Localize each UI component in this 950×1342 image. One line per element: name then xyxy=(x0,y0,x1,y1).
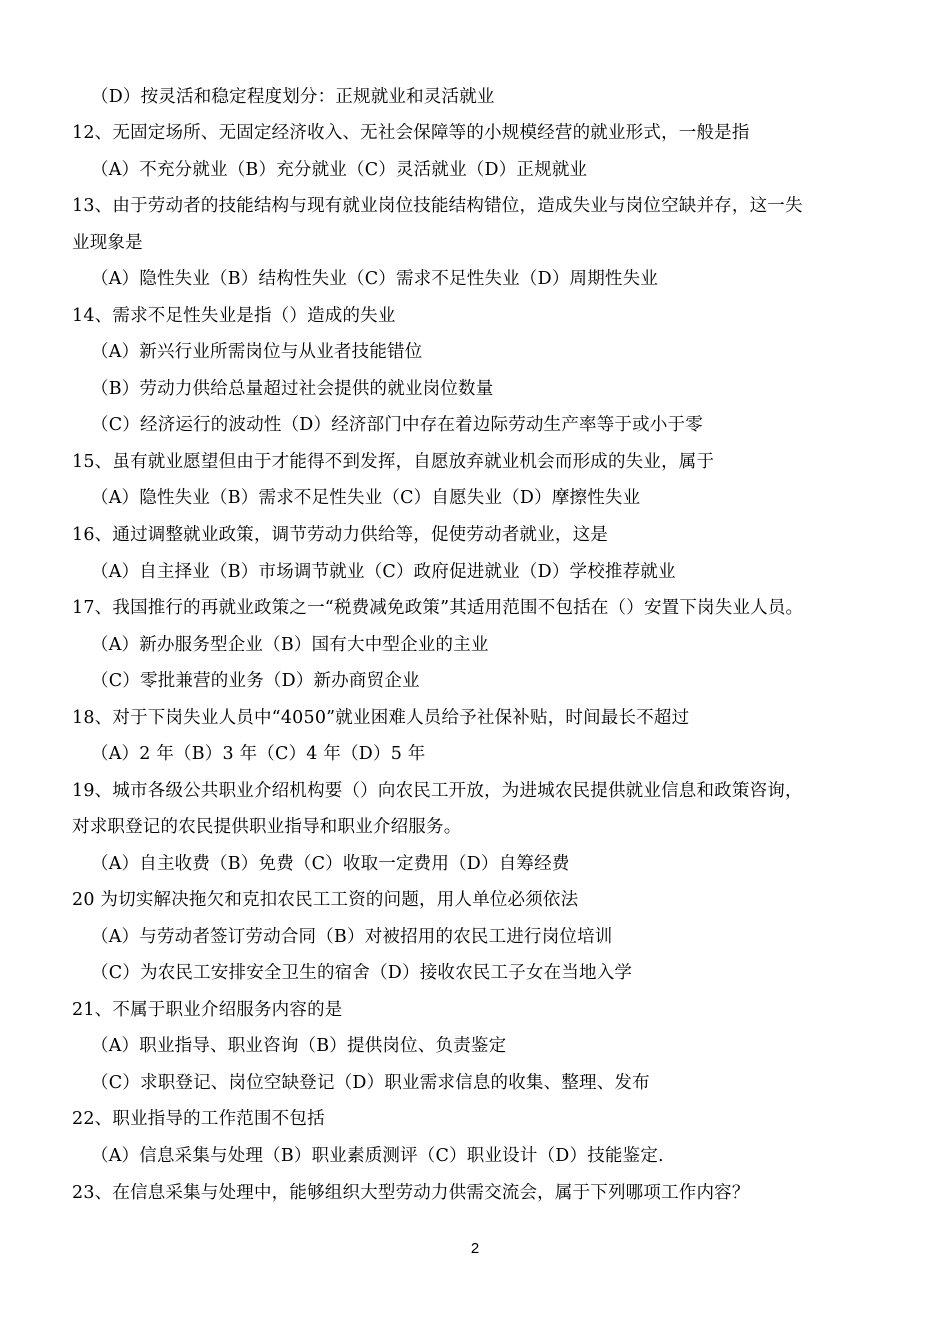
option-line: （A）自主收费（B）免费（C）收取一定费用（D）自筹经费 xyxy=(91,854,570,874)
question-line: 15、虽有就业愿望但由于才能得不到发挥，自愿放弃就业机会而形成的失业，属于 xyxy=(72,452,715,472)
question-line: 业现象是 xyxy=(72,233,143,253)
question-line: 13、由于劳动者的技能结构与现有就业岗位技能结构错位，造成失业与岗位空缺并存，这一失 xyxy=(72,196,803,216)
option-line: （A）新办服务型企业（B）国有大中型企业的主业 xyxy=(91,635,489,655)
question-line: 23、在信息采集与处理中，能够组织大型劳动力供需交流会，属于下列哪项工作内容？ xyxy=(72,1183,750,1203)
question-line: 17、我国推行的再就业政策之一“税费减免政策”其适用范围不包括在（）安置下岗失业人员。 xyxy=(72,598,804,618)
option-line: （A）隐性失业（B）结构性失业（C）需求不足性失业（D）周期性失业 xyxy=(91,269,659,289)
option-line: （A）职业指导、职业咨询（B）提供岗位、负责鉴定 xyxy=(91,1036,507,1056)
question-line: 20 为切实解决拖欠和克扣农民工工资的问题，用人单位必须依法 xyxy=(72,890,579,910)
question-line: 12、无固定场所、无固定经济收入、无社会保障等的小规模经营的就业形式，一般是指 xyxy=(72,123,750,143)
option-line: （A）2 年（B）3 年（C）4 年（D）5 年 xyxy=(91,744,426,764)
question-line: 19、城市各级公共职业介绍机构要（）向农民工开放，为进城农民提供就业信息和政策咨询， xyxy=(72,781,803,801)
question-line: 16、通过调整就业政策，调节劳动力供给等，促使劳动者就业，这是 xyxy=(72,525,608,545)
question-line: 21、不属于职业介绍服务内容的是 xyxy=(72,1000,343,1020)
question-line: 22、职业指导的工作范围不包括 xyxy=(72,1109,325,1129)
option-line: （A）信息采集与处理（B）职业素质测评（C）职业设计（D）技能鉴定. xyxy=(91,1146,664,1166)
option-line: （A）与劳动者签订劳动合同（B）对被招用的农民工进行岗位培训 xyxy=(91,927,613,947)
option-line: （C）经济运行的波动性（D）经济部门中存在着边际劳动生产率等于或小于零 xyxy=(91,415,703,435)
option-line: （A）不充分就业（B）充分就业（C）灵活就业（D）正规就业 xyxy=(91,160,588,180)
option-line: （C）求职登记、岗位空缺登记（D）职业需求信息的收集、整理、发布 xyxy=(91,1073,650,1093)
option-line: （A）自主择业（B）市场调节就业（C）政府促进就业（D）学校推荐就业 xyxy=(91,562,676,582)
option-line: （A）新兴行业所需岗位与从业者技能错位 xyxy=(91,342,423,362)
option-line: （B）劳动力供给总量超过社会提供的就业岗位数量 xyxy=(91,379,494,399)
option-line: （C）零批兼营的业务（D）新办商贸企业 xyxy=(91,671,420,691)
question-line: 14、需求不足性失业是指（）造成的失业 xyxy=(72,306,396,326)
option-line: （A）隐性失业（B）需求不足性失业（C）自愿失业（D）摩擦性失业 xyxy=(91,488,641,508)
option-line: （D）按灵活和稳定程度划分：正规就业和灵活就业 xyxy=(91,87,495,107)
page-number: 2 xyxy=(470,1240,480,1257)
option-line: （C）为农民工安排安全卫生的宿舍（D）接收农民工子女在当地入学 xyxy=(91,963,633,983)
question-line: 对求职登记的农民提供职业指导和职业介绍服务。 xyxy=(72,817,462,837)
question-line: 18、对于下岗失业人员中“4050”就业困难人员给予社保补贴，时间最长不超过 xyxy=(72,708,690,728)
